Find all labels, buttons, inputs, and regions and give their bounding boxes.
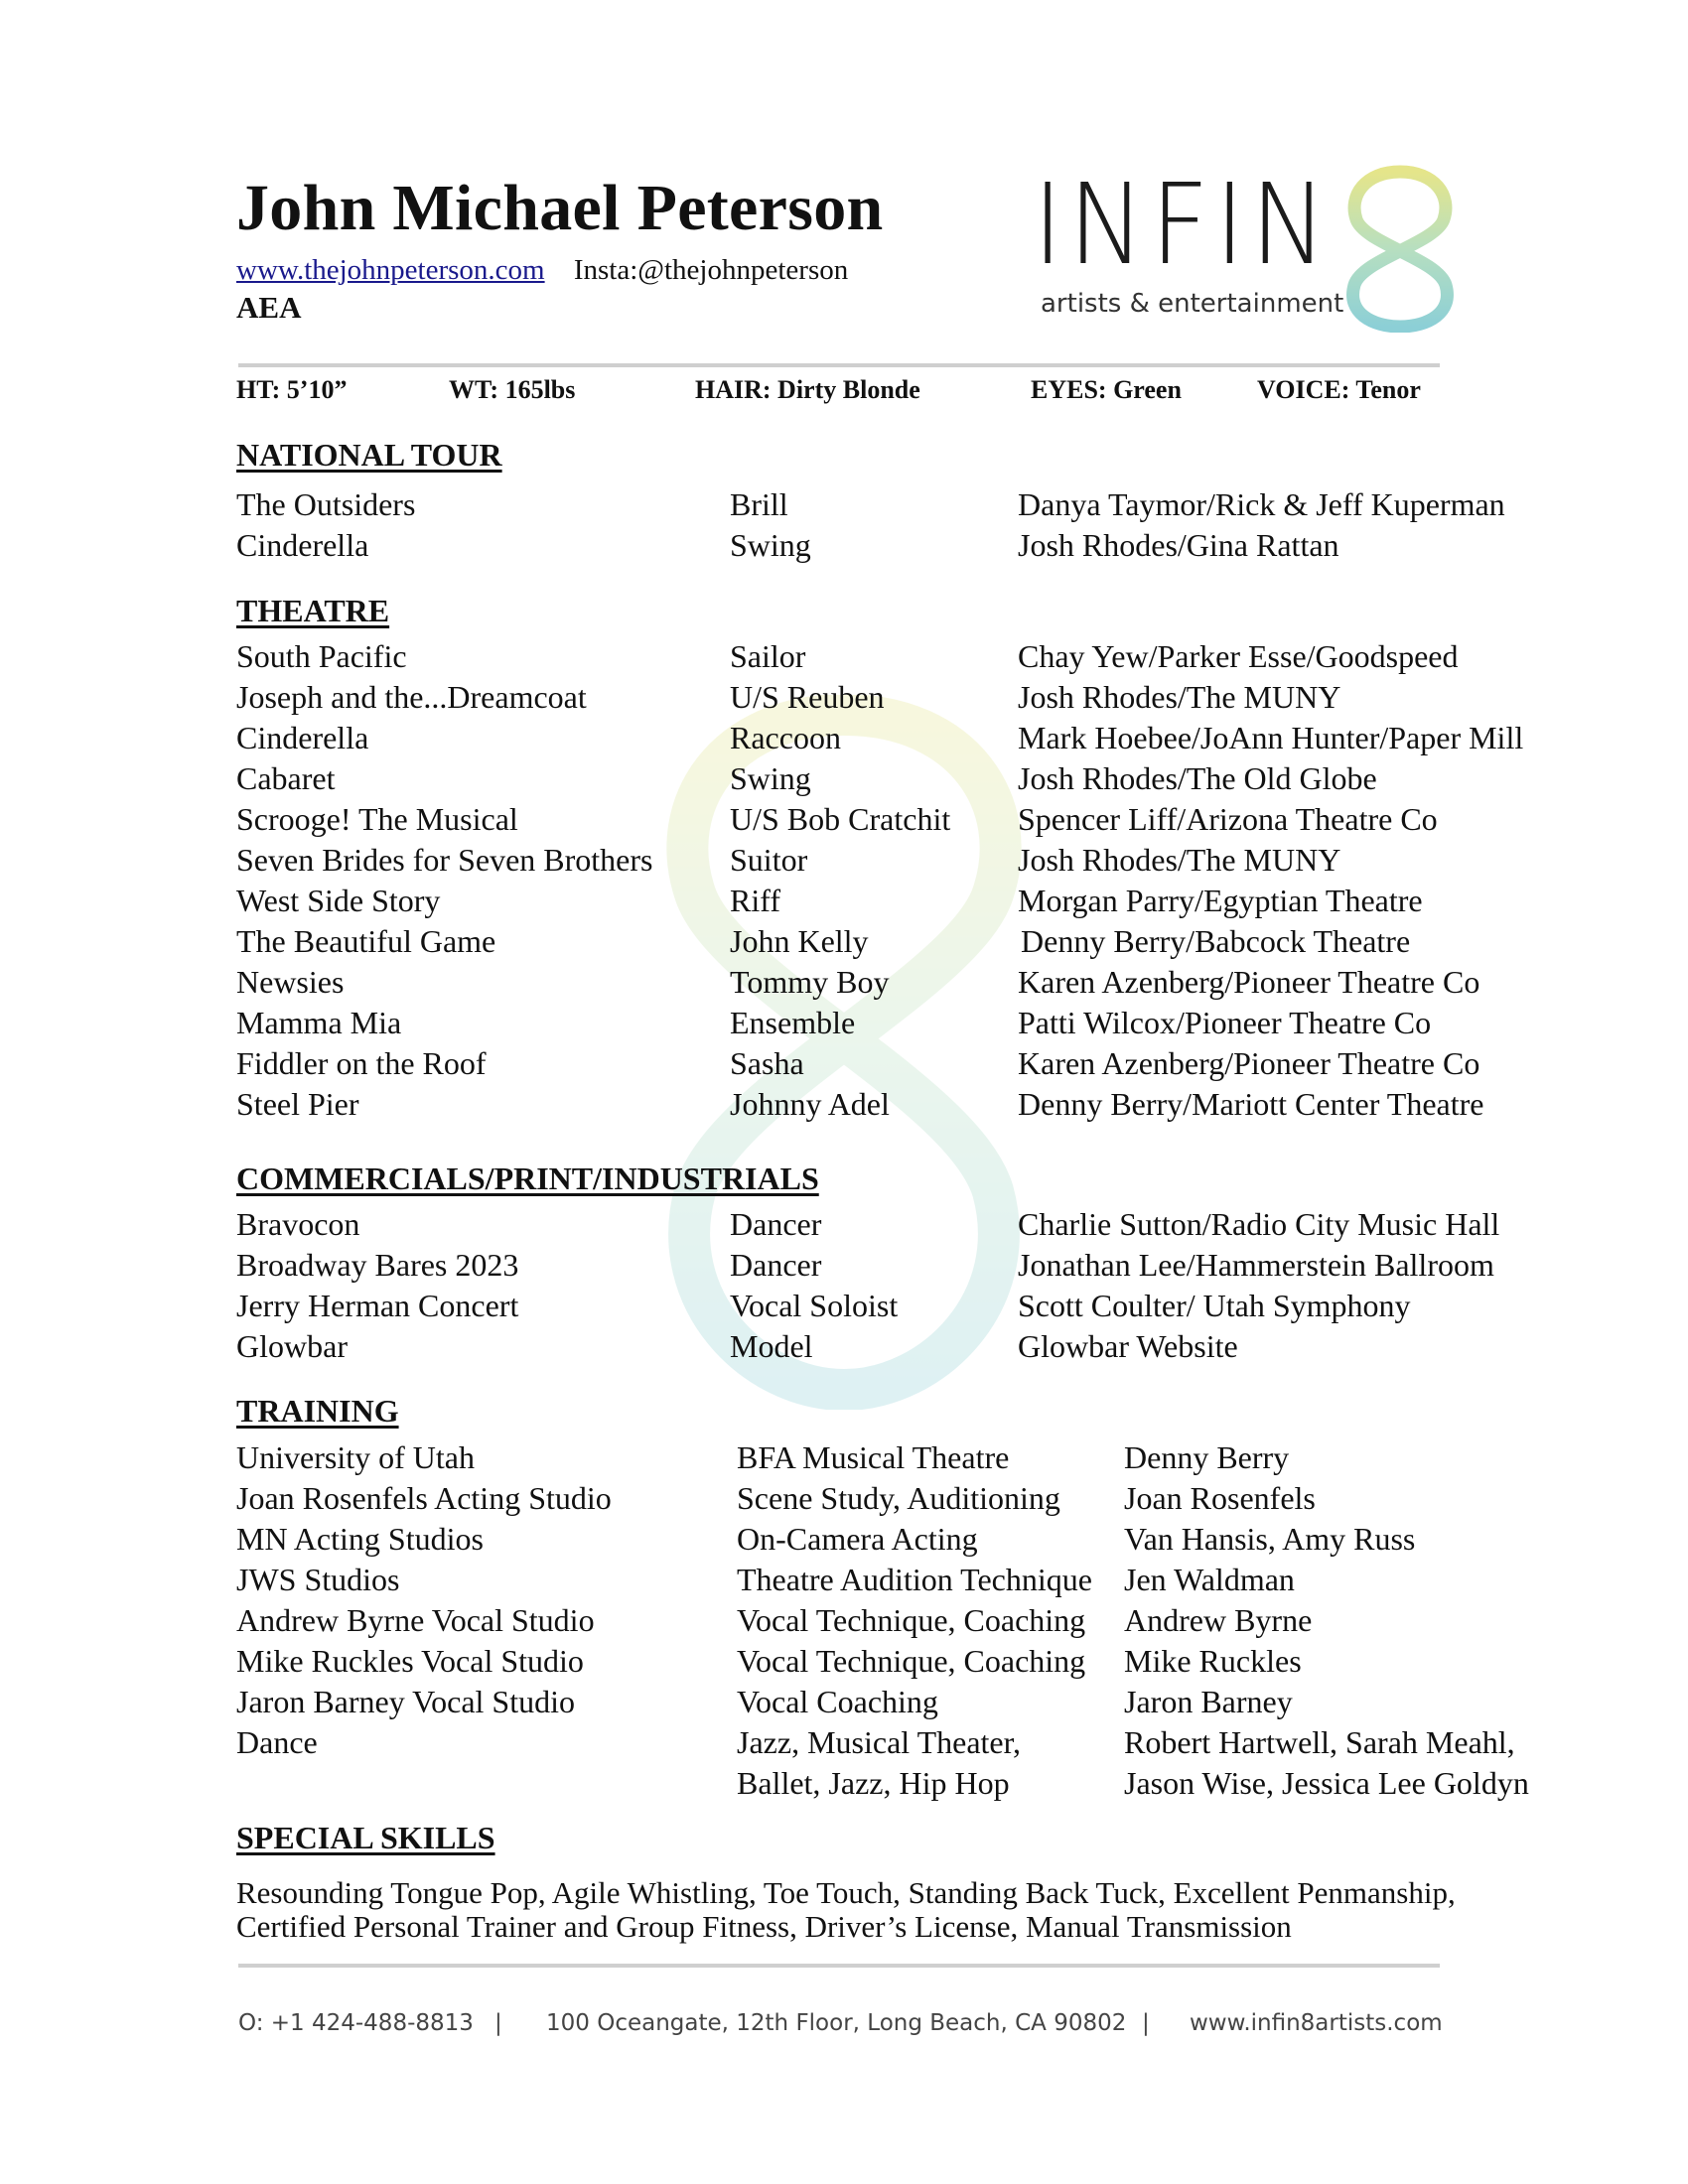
training-teacher: Jaron Barney <box>1124 1684 1293 1719</box>
credit-director-venue: Jonathan Lee/Hammerstein Ballroom <box>1018 1247 1494 1283</box>
credit-show: Scrooge! The Musical <box>236 801 518 837</box>
credit-show: Mamma Mia <box>236 1005 402 1040</box>
training-school: Dance <box>236 1724 318 1760</box>
footer-separator: | <box>494 2010 502 2036</box>
stat-voice: VOICE: Tenor <box>1257 375 1421 404</box>
credit-show: Joseph and the...Dreamcoat <box>236 679 587 715</box>
credit-row <box>0 1328 1688 1369</box>
credit-show: Glowbar <box>236 1328 348 1364</box>
credit-role: U/S Reuben <box>730 679 885 715</box>
footer-website-link[interactable]: www.infin8artists.com <box>1190 2010 1443 2036</box>
credit-show: Cinderella <box>236 527 369 563</box>
credit-role: Vocal Soloist <box>730 1288 899 1323</box>
training-row <box>0 1562 1688 1602</box>
credit-show: Broadway Bares 2023 <box>236 1247 519 1283</box>
credit-role: Dancer <box>730 1206 822 1242</box>
footer-phone: O: +1 424-488-8813 <box>238 2010 474 2036</box>
training-teacher: Denny Berry <box>1124 1439 1290 1475</box>
credit-show: Steel Pier <box>236 1086 359 1122</box>
training-teacher: Joan Rosenfels <box>1124 1480 1316 1516</box>
credit-role: Model <box>730 1328 813 1364</box>
training-row <box>0 1724 1688 1765</box>
training-teacher: Andrew Byrne <box>1124 1602 1313 1638</box>
credit-role: Riff <box>730 883 780 918</box>
credit-role: Johnny Adel <box>730 1086 890 1122</box>
stat-weight: WT: 165lbs <box>449 375 576 404</box>
credit-role: Swing <box>730 527 811 563</box>
training-school: Jaron Barney Vocal Studio <box>236 1684 575 1719</box>
training-school: University of Utah <box>236 1439 475 1475</box>
credit-show: Fiddler on the Roof <box>236 1045 487 1081</box>
credit-role: Sasha <box>730 1045 804 1081</box>
skills-line-1: Resounding Tongue Pop, Agile Whistling, Toe Touch, Standing Back Tuck, Excellent Penmanship, <box>236 1875 1456 1910</box>
credit-role: John Kelly <box>730 923 869 959</box>
credit-row <box>0 1247 1688 1288</box>
training-school: Mike Ruckles Vocal Studio <box>236 1643 584 1679</box>
credit-row <box>0 720 1688 760</box>
skills-line-2: Certified Personal Trainer and Group Fitness, Driver’s License, Manual Transmission <box>236 1909 1292 1944</box>
training-row <box>0 1684 1688 1724</box>
credit-director-venue: Glowbar Website <box>1018 1328 1238 1364</box>
stat-height: HT: 5’10” <box>236 375 348 404</box>
credit-row <box>0 842 1688 883</box>
credit-role: Suitor <box>730 842 808 878</box>
training-teacher: Mike Ruckles <box>1124 1643 1302 1679</box>
credit-row <box>0 964 1688 1005</box>
credit-show: Newsies <box>236 964 345 1000</box>
credit-director-venue: Mark Hoebee/JoAnn Hunter/Paper Mill <box>1018 720 1524 755</box>
credit-role: Ensemble <box>730 1005 856 1040</box>
credit-director-venue: Scott Coulter/ Utah Symphony <box>1018 1288 1411 1323</box>
union-affiliation: AEA <box>236 290 302 325</box>
performer-name: John Michael Peterson <box>236 172 884 244</box>
section-title-commercials: COMMERCIALS/PRINT/INDUSTRIALS <box>236 1160 819 1196</box>
training-school: MN Acting Studios <box>236 1521 484 1557</box>
credit-director-venue: Danya Taymor/Rick & Jeff Kuperman <box>1018 486 1505 522</box>
credit-row <box>0 486 1688 527</box>
credit-director-venue: Denny Berry/Babcock Theatre <box>1021 923 1411 959</box>
section-title-theatre: THEATRE <box>236 593 390 628</box>
training-teacher: Jen Waldman <box>1124 1562 1295 1597</box>
header-divider <box>238 363 1440 367</box>
credit-row <box>0 1206 1688 1247</box>
contact-line <box>236 254 848 287</box>
credit-show: The Outsiders <box>236 486 416 522</box>
footer-divider <box>238 1964 1440 1968</box>
credit-show: West Side Story <box>236 883 441 918</box>
credit-row <box>0 883 1688 923</box>
credit-role: Raccoon <box>730 720 841 755</box>
training-school: Andrew Byrne Vocal Studio <box>236 1602 595 1638</box>
credit-director-venue: Charlie Sutton/Radio City Music Hall <box>1018 1206 1500 1242</box>
footer-address: 100 Oceangate, 12th Floor, Long Beach, CA 90802 <box>546 2010 1127 2036</box>
credit-role: Brill <box>730 486 788 522</box>
training-focus: Vocal Technique, Coaching <box>737 1602 1086 1638</box>
credit-show: Jerry Herman Concert <box>236 1288 519 1323</box>
section-title-special-skills: SPECIAL SKILLS <box>236 1820 495 1855</box>
training-row <box>0 1439 1688 1480</box>
credit-role: Tommy Boy <box>730 964 890 1000</box>
training-focus: BFA Musical Theatre <box>737 1439 1010 1475</box>
credit-director-venue: Karen Azenberg/Pioneer Theatre Co <box>1018 964 1480 1000</box>
training-row <box>0 1602 1688 1643</box>
credit-row <box>0 760 1688 801</box>
training-row <box>0 1765 1688 1806</box>
credit-director-venue: Morgan Parry/Egyptian Theatre <box>1018 883 1423 918</box>
section-title-national-tour: NATIONAL TOUR <box>236 437 502 473</box>
training-row <box>0 1521 1688 1562</box>
credit-row <box>0 1086 1688 1127</box>
section-title-training: TRAINING <box>236 1393 399 1429</box>
stat-eyes: EYES: Green <box>1031 375 1182 404</box>
credit-director-venue: Patti Wilcox/Pioneer Theatre Co <box>1018 1005 1432 1040</box>
training-row <box>0 1480 1688 1521</box>
training-focus: Jazz, Musical Theater, <box>737 1724 1021 1760</box>
credit-role: U/S Bob Cratchit <box>730 801 951 837</box>
credit-show: The Beautiful Game <box>236 923 496 959</box>
credit-row <box>0 1288 1688 1328</box>
training-teacher: Van Hansis, Amy Russ <box>1124 1521 1416 1557</box>
credit-show: Seven Brides for Seven Brothers <box>236 842 653 878</box>
credit-director-venue: Josh Rhodes/The MUNY <box>1018 679 1341 715</box>
credit-show: South Pacific <box>236 638 407 674</box>
credit-director-venue: Spencer Liff/Arizona Theatre Co <box>1018 801 1438 837</box>
credit-director-venue: Karen Azenberg/Pioneer Theatre Co <box>1018 1045 1480 1081</box>
logo-tagline: artists & entertainment <box>1041 289 1344 319</box>
credit-director-venue: Chay Yew/Parker Esse/Goodspeed <box>1018 638 1459 674</box>
credit-director-venue: Denny Berry/Mariott Center Theatre <box>1018 1086 1484 1122</box>
training-focus: Theatre Audition Technique <box>737 1562 1092 1597</box>
training-school: Joan Rosenfels Acting Studio <box>236 1480 612 1516</box>
footer-separator: | <box>1142 2010 1150 2036</box>
credit-director-venue: Josh Rhodes/The Old Globe <box>1018 760 1377 796</box>
logo-eight-icon <box>1331 164 1470 333</box>
training-teacher: Jason Wise, Jessica Lee Goldyn <box>1124 1765 1529 1801</box>
training-teacher: Robert Hartwell, Sarah Meahl, <box>1124 1724 1515 1760</box>
training-row <box>0 1643 1688 1684</box>
credit-row <box>0 638 1688 679</box>
credit-show: Cinderella <box>236 720 369 755</box>
website-link[interactable]: www.thejohnpeterson.com <box>236 254 545 286</box>
credit-role: Dancer <box>730 1247 822 1283</box>
credit-row <box>0 1045 1688 1086</box>
credit-row <box>0 1005 1688 1045</box>
training-focus: Vocal Coaching <box>737 1684 938 1719</box>
training-school: JWS Studios <box>236 1562 400 1597</box>
training-focus: Vocal Technique, Coaching <box>737 1643 1086 1679</box>
logo-wordmark: INFIN <box>1033 161 1333 290</box>
training-focus: Ballet, Jazz, Hip Hop <box>737 1765 1010 1801</box>
credit-row <box>0 923 1688 964</box>
credit-show: Cabaret <box>236 760 336 796</box>
credit-row <box>0 527 1688 568</box>
agency-logo <box>1033 161 1450 342</box>
credit-role: Sailor <box>730 638 806 674</box>
training-focus: Scene Study, Auditioning <box>737 1480 1060 1516</box>
credit-director-venue: Josh Rhodes/Gina Rattan <box>1018 527 1339 563</box>
credit-row <box>0 679 1688 720</box>
credit-director-venue: Josh Rhodes/The MUNY <box>1018 842 1341 878</box>
credit-row <box>0 801 1688 842</box>
credit-show: Bravocon <box>236 1206 360 1242</box>
training-focus: On-Camera Acting <box>737 1521 978 1557</box>
special-skills-text <box>236 1876 1487 1944</box>
credit-role: Swing <box>730 760 811 796</box>
stat-hair: HAIR: Dirty Blonde <box>695 375 920 404</box>
instagram-handle: Insta:@thejohnpeterson <box>573 254 849 286</box>
